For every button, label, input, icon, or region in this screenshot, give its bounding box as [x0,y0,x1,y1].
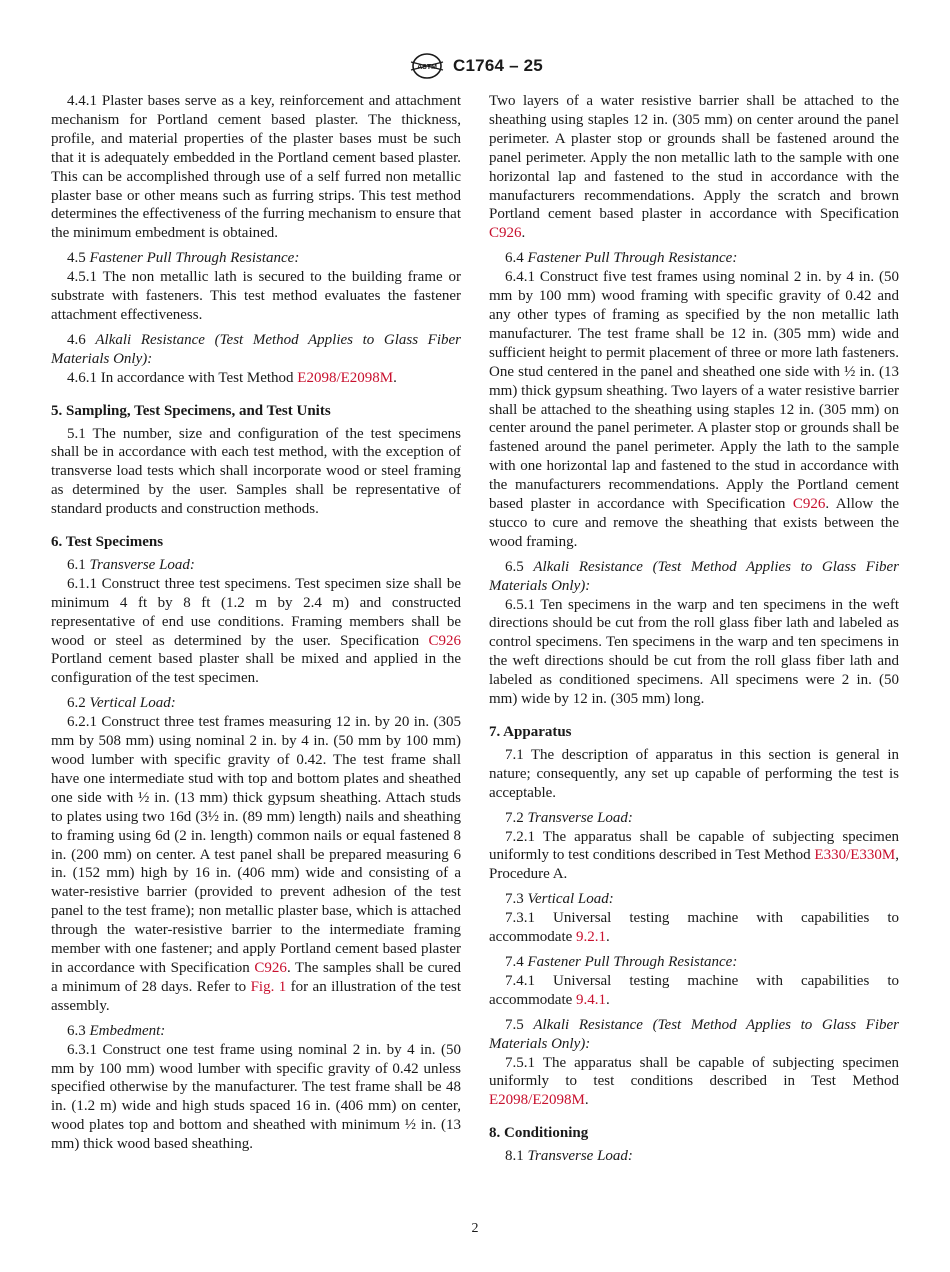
heading-7-4: 7.4 Fastener Pull Through Resistance: [505,953,738,970]
link-c926[interactable]: C926 [254,959,287,976]
heading-6-5: 6.5 Alkali Resistance (Test Method Applies to Glass Fiber Materials Only): [489,558,899,594]
link-9-4-1[interactable]: 9.4.1 [576,991,607,1008]
link-e330[interactable]: E330/E330M [814,847,896,864]
para-4-6-1: 4.6.1 In accordance with Test Method E2098/E2098M. [67,369,397,386]
para-5-1: 5.1 The number, size and configuration of the test specimens shall be in accordance with each test method, with the exception of transverse load tests which shall incorporate wood or steel framing as determined by the user. Samples shall be representative of standard products and construction methods. [51,425,461,518]
heading-8-1: 8.1 Transverse Load: [505,1148,633,1165]
link-c926[interactable]: C926 [489,225,522,242]
link-fig-1[interactable]: Fig. 1 [250,978,287,995]
svg-text:ASTM: ASTM [417,64,437,71]
para-4-5-1: 4.5.1 The non metallic lath is secured to the building frame or substrate with fasteners. This test method evaluates the fastener attachment effectiveness. [51,269,461,323]
para-7-5-1: 7.5.1 The apparatus shall be capable of subjecting specimen uniformly to test conditions described in Test Method E2098/E2098M. [489,1054,899,1109]
heading-6-1: 6.1 Transverse Load: [67,556,195,573]
para-7-1: 7.1 The description of apparatus in this section is general in nature; consequently, any set up capable of performing the test is acceptable. [489,746,899,801]
heading-6-4: 6.4 Fastener Pull Through Resistance: [505,250,738,267]
para-6-3-1: 6.3.1 Construct one test frame using nominal 2 in. by 4 in. (50 mm by 100 mm) wood lumber with specific gravity of 0.42 unless specified otherwise by the manufacturer. The test frame shall be 48 in. (1.2 m) wide and high studs spaced 16 in. (406 mm) on center, wood plates top and bottom and sheathed with minimum ½ in. (13 mm) thick wood based sheathing. [51,1041,461,1153]
heading-4-6: 4.6 Alkali Resistance (Test Method Applies to Glass Fiber Materials Only): [51,331,461,367]
link-c926[interactable]: C926 [792,496,826,513]
link-9-2-1[interactable]: 9.2.1 [576,929,607,946]
para-6-5-1: 6.5.1 Ten specimens in the warp and ten specimens in the weft directions should be cut from the roll glass fiber lath and labeled as control specimens. Ten specimens in the warp and ten specimens in the weft directions should be cut from the roll glass fiber lath and labeled as conditioned specimens. All specimens were 2 in. (50 mm) wide by 12 in. (305 mm) long. [489,596,899,708]
link-e2098[interactable]: E2098/E2098M [489,1092,585,1109]
para-7-4-1: 7.4.1 Universal testing machine with capabilities to accommodate 9.4.1. [489,972,899,1008]
section-5-title: 5. Sampling, Test Specimens, and Test Units [51,402,331,419]
para-6-1-1: 6.1.1 Construct three test specimens. Test specimen size shall be minimum 4 ft by 8 ft (1.2 m by 2.4 m) and constructed representative of end use conditions. Framing members shall be wood or steel as determined by the user. Specification C926 Portland cement based plaster shall be mixed and applied in the configuration of the test specimen. [51,575,461,687]
heading-7-2: 7.2 Transverse Load: [505,809,633,826]
para-6-3-1-cont: Two layers of a water resistive barrier shall be attached to the sheathing using staples 12 in. (305 mm) on center around the panel perimeter. A plaster stop or grounds shall be fastened around the panel perimeter. Apply the non metallic lath to the sample with one horizontal lap and fastened to the stud in accordance with the manufacturers recommendations. Apply the scratch and brown Portland cement based plaster in accordance with Specification C926. [489,93,899,242]
standard-designation: C1764 – 25 [453,56,543,75]
left-column [51,92,461,1154]
link-c926[interactable]: C926 [428,632,461,649]
para-7-2-1: 7.2.1 The apparatus shall be capable of subjecting specimen uniformly to test conditions described in Test Method E330/E330M, Procedure A. [489,828,899,883]
page-header [0,52,950,85]
link-e2098[interactable]: E2098/E2098M [297,369,394,386]
astm-logo-icon [407,52,447,80]
para-6-2-1: 6.2.1 Construct three test frames measuring 12 in. by 20 in. (305 mm by 508 mm) using nominal 2 in. by 4 in. (50 mm by 100 mm) wood lumber with specific gravity of 0.42. The test frame shall have one intermediate stud with top and bottom plates and sheathed one side with ½ in. (13 mm) thick gypsum sheathing. Attach studs to plates using two 16d (3½ in. (89 mm) length) nails and sheathing to framing using 6d (2 in. length) common nails or equal fastened 8 in. (200 mm) on center. A test panel shall be prepared measuring 6 in. (152 mm) high by 16 in. (406 mm) wide and consisting of a water-resistive barrier (provided to prevent adhesion of the test panel to the test frame); non metallic plaster base, which is attached through the water-resistive barrier to the intermediate framing member with one fastener; and apply Portland cement based plaster in accordance with Specification C926. The samples shall be cured a minimum of 28 days. Refer to Fig. 1 for an illustration of the test assembly. [51,714,461,1014]
heading-6-3: 6.3 Embedment: [67,1022,166,1039]
heading-7-5: 7.5 Alkali Resistance (Test Method Applies to Glass Fiber Materials Only): [489,1016,899,1052]
heading-6-2: 6.2 Vertical Load: [67,695,176,712]
para-6-4-1: 6.4.1 Construct five test frames using nominal 2 in. by 4 in. (50 mm by 100 mm) wood framing with specific gravity of 0.42 and any other types of framing as specified by the non metallic lath manufacturer. The test frame shall be 12 in. (305 mm) wide and sufficient height to permit placement of three or more lath fasteners. One stud centered in the panel and sheathed one side with ½ in. (13 mm) thick gypsum sheathing. Two layers of a water resistive barrier shall be attached to the sheathing using staples 12 in. (305 mm) on center around the panel perimeter. A plaster stop or grounds shall be fastened around the panel perimeter. Apply the lath to the sample with one horizontal lap and fastened to the stud in accordance with the manufacturers recommendations. Apply the Portland cement based plaster in accordance with Specification C926. Allow the stucco to cure and remove the sheathing that exists between the wood framing. [489,269,899,550]
section-7-title: 7. Apparatus [489,724,572,740]
heading-4-5: 4.5 Fastener Pull Through Resistance: [67,250,300,267]
section-6-title: 6. Test Specimens [51,534,164,551]
para-7-3-1: 7.3.1 Universal testing machine with capabilities to accommodate 9.2.1. [489,910,899,946]
right-column [489,92,899,1166]
heading-7-3: 7.3 Vertical Load: [505,891,614,908]
section-8-title: 8. Conditioning [489,1125,589,1142]
page-number: 2 [471,1221,479,1236]
para-4-4-1: 4.4.1 Plaster bases serve as a key, reinforcement and attachment mechanism for Portland cement based plaster. The thickness, profile, and material properties of the plaster bases must be such that it is adequately embedded in the Portland cement based plaster. This can be accomplished through use of a self furred non metallic plaster base or other means such as furring strips. This test method determines the effectiveness of the furring mechanism to ensure that the minimum embedment is obtained. [51,93,461,242]
